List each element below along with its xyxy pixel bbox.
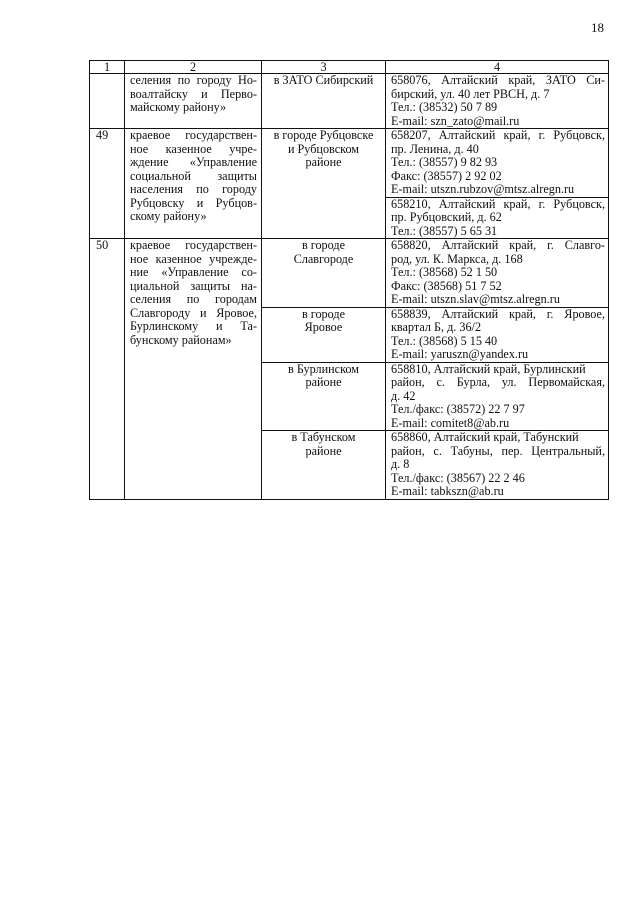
text-line: Бурлинскому и Та-: [130, 319, 257, 333]
address-line: 658810, Алтайский край, Бурлинский: [391, 361, 586, 376]
text-line: социальной защиты: [130, 168, 257, 183]
text-line: селения по городам: [130, 292, 257, 306]
text-line: в городе: [301, 306, 346, 321]
contact-cell: [386, 362, 609, 431]
text-line: населения по городу: [130, 182, 257, 196]
phone-line: Тел.: (38532) 50 7 89: [391, 100, 498, 114]
text-line: ждение «Управление: [130, 155, 257, 169]
text-line: Славгороде: [293, 251, 354, 266]
text-line: в городе: [301, 238, 346, 252]
row-number-cell: 50: [90, 239, 125, 500]
contact-cell: [386, 239, 609, 308]
address-line: район, с. Бурла, ул. Первомайская,: [391, 375, 605, 389]
address-line: пр. Ленина, д. 40: [391, 141, 479, 156]
address-line: 658839, Алтайский край, г. Яровое,: [391, 306, 605, 321]
text-line: в Бурлинском: [288, 361, 359, 376]
text-line: ние «Управление со-: [130, 265, 257, 279]
contact-cell: [386, 307, 609, 362]
address-line: 658860, Алтайский край, Табунский: [391, 430, 579, 444]
email-line: E-mail: utszn.slav@mtsz.alregn.ru: [391, 292, 560, 306]
phone-line: Тел.: (38568) 52 1 50: [391, 265, 498, 279]
column-header: 1: [90, 61, 125, 74]
address-line: 658207, Алтайский край, г. Рубцовск,: [391, 128, 605, 142]
text-line: Яровое: [304, 320, 343, 334]
registry-table: [89, 60, 609, 500]
phone-line: Тел./факс: (38567) 22 2 46: [391, 470, 525, 485]
contact-cell: [386, 431, 609, 500]
row-number-cell: [90, 74, 125, 129]
text-line: в городе Рубцовске: [273, 128, 374, 142]
area-cell: [262, 362, 386, 431]
address-line: пр. Рубцовский, д. 62: [391, 210, 502, 224]
table-row: [90, 129, 609, 198]
text-line: ное казенное учре-: [130, 141, 257, 156]
text-line: бунскому районам»: [130, 332, 232, 347]
address-line: род, ул. К. Маркса, д. 168: [391, 251, 523, 266]
text-line: воалтайску и Перво-: [130, 86, 257, 101]
phone-line: Тел.: (38568) 5 15 40: [391, 333, 498, 348]
email-line: E-mail: tabkszn@ab.ru: [391, 484, 504, 498]
text-line: и Рубцовском: [287, 141, 360, 156]
text-line: циальной защиты на-: [130, 278, 257, 293]
address-line: бирский, ул. 40 лет РВСН, д. 7: [391, 86, 550, 101]
email-line: E-mail: yaruszn@yandex.ru: [391, 347, 529, 361]
text-line: районе: [305, 443, 342, 458]
phone-line: Тел.: (38557) 9 82 93: [391, 155, 498, 169]
table-row: [90, 239, 609, 308]
column-header: 3: [262, 61, 386, 74]
area-cell: [262, 129, 386, 239]
text-line: скому району»: [130, 209, 207, 223]
contact-cell: [386, 197, 609, 239]
text-line: в ЗАТО Сибирский: [273, 73, 374, 87]
contact-cell: [386, 129, 609, 198]
text-line: майскому району»: [130, 100, 227, 114]
area-cell: [262, 74, 386, 129]
email-line: E-mail: szn_zato@mail.ru: [391, 113, 520, 128]
text-line: Славгороду и Яровое,: [130, 305, 257, 320]
address-line: 658820, Алтайский край, г. Славго-: [391, 238, 605, 252]
area-cell: [262, 239, 386, 308]
address-line: район, с. Табуны, пер. Центральный,: [391, 443, 605, 458]
phone-line: Факс: (38557) 2 92 02: [391, 168, 502, 183]
phone-line: Тел./факс: (38572) 22 7 97: [391, 402, 525, 416]
text-line: краевое государствен-: [130, 128, 257, 142]
column-header: 2: [125, 61, 262, 74]
address-line: д. 8: [391, 457, 410, 471]
table-header-row: [90, 61, 609, 74]
column-header: 4: [386, 61, 609, 74]
area-cell: [262, 431, 386, 500]
email-line: E-mail: comitet8@ab.ru: [391, 415, 510, 430]
text-line: краевое государствен-: [130, 238, 257, 252]
area-cell: [262, 307, 386, 362]
organization-cell: [125, 239, 262, 500]
address-line: квартал Б, д. 36/2: [391, 320, 482, 334]
table-row: [90, 74, 609, 129]
address-line: 658210, Алтайский край, г. Рубцовск,: [391, 196, 605, 211]
organization-cell: [125, 74, 262, 129]
phone-line: Факс: (38568) 51 7 52: [391, 278, 502, 293]
row-number-cell: 49: [90, 129, 125, 239]
text-line: районе: [305, 375, 342, 389]
page-number: 18: [591, 20, 604, 35]
address-line: д. 42: [391, 388, 416, 403]
text-line: ное казенное учрежде-: [130, 251, 257, 266]
address-line: 658076, Алтайский край, ЗАТО Си-: [391, 73, 605, 87]
phone-line: Тел.: (38557) 5 65 31: [391, 223, 498, 238]
contact-cell: [386, 74, 609, 129]
text-line: в Табунском: [291, 430, 356, 444]
organization-cell: [125, 129, 262, 239]
email-line: E-mail: utszn.rubzov@mtsz.alregn.ru: [391, 182, 575, 196]
text-line: районе: [305, 155, 342, 169]
text-line: Рубцовску и Рубцов-: [130, 195, 257, 210]
text-line: селения по городу Но-: [130, 73, 257, 87]
